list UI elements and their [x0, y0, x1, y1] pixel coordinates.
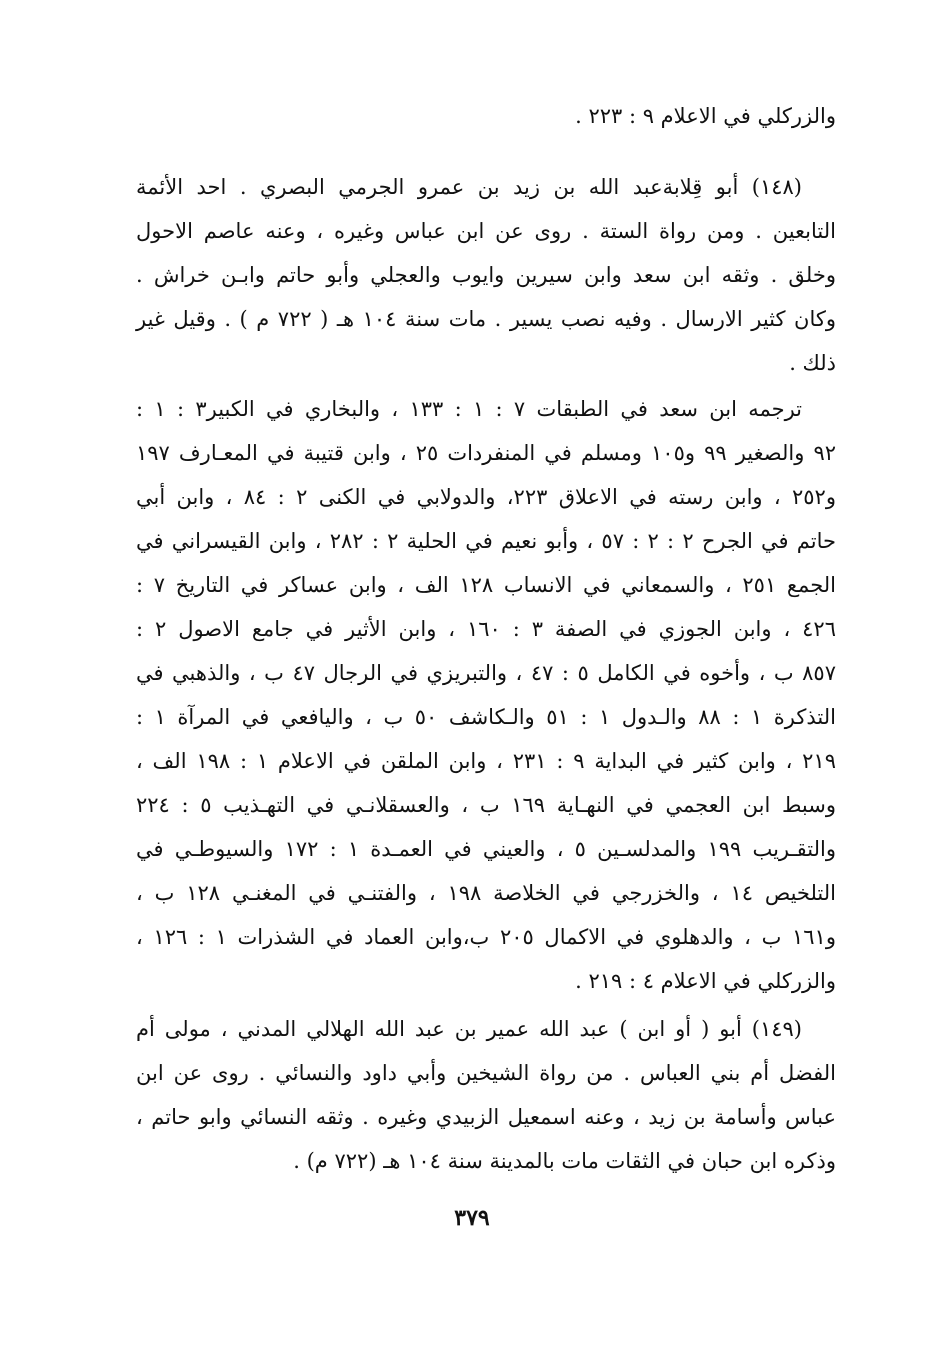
- text-line: ٢١٩ ، وابن كثير في البداية ٩ : ٢٣١ ، وابن الملقن في الاعلام ١ : ١٩٨ الف ،: [136, 749, 836, 773]
- text-line: ترجمه ابن سعد في الطبقات ٧ : ١ : ١٣٣ ، والبخاري في الكبير٣ : ١ :: [136, 397, 803, 421]
- text-line: حاتم في الجرح ٢ : ٢ : ٥٧ ، وأبو نعيم في الحلية ٢ : ٢٨٢ ، وابن القيسراني في: [136, 529, 837, 553]
- text-line: وسبط ابن العجمي في النهـاية ١٦٩ ب ، والعسقلانـي في التهـذيب ٥ : ٢٢٤: [136, 793, 836, 817]
- text-line: الجمع ٢٥١ ، والسمعاني في الانساب ١٢٨ الف ، وابن عساكر في التاريخ ٧ :: [136, 573, 836, 597]
- text-line: التابعين . ومن رواة الستة . روى عن ابن عباس وغيره ، وعنه عاصم الاحول: [136, 219, 836, 243]
- text-line: وخلق . وثقه ابن سعد وابن سيرين وايوب والعجلي وأبو حاتم وابـن خراش .: [136, 263, 836, 287]
- entry-148-references-paragraph: [136, 387, 836, 1003]
- text-line: وذكره ابن حبان في الثقات مات بالمدينة سنة ١٠٤ هـ (٧٢٢ م) .: [293, 1149, 836, 1173]
- text-line: التلخيص ١٤ ، والخزرجي في الخلاصة ١٩٨ ، والفتنـي في المغنـي ١٢٨ ب ،: [136, 881, 836, 905]
- page-number: ٣٧٩: [454, 1205, 490, 1231]
- text-line: ٩٢ والصغير ٩٩ و١٠٥ ومسلم في المنفردات ٢٥ ، وابن قتيبة في المعـارف ١٩٧: [136, 441, 836, 465]
- text-line: (١٤٨) أبو قِلابةعبد الله بن زيد بن عمرو الجرمي البصري . احد الأئمة: [136, 175, 802, 199]
- text-line: (١٤٩) أبو ( أو ابن ) عبد الله عمير بن عبد الله الهلالي المدني ، مولى أم: [136, 1017, 802, 1041]
- text-line: وكان كثير الارسال . وفيه نصب يسير . مات سنة ١٠٤ هـ ( ٧٢٢ م ) . وقيل غير: [136, 307, 836, 331]
- text-line: ٤٢٦ ، وابن الجوزي في الصفة ٣ : ١٦٠ ، وابن الأثير في جامع الاصول ٢ :: [136, 617, 836, 641]
- text-line: ٨٥٧ ب ، وأخوه في الكامل ٥ : ٤٧ ، والتبريزي في الرجال ٤٧ ب ، والذهبي في: [136, 661, 836, 685]
- text-line: ذلك .: [789, 351, 836, 375]
- text-line: الفضل أم بني العباس . من رواة الشيخين وأبي داود والنسائي . روى عن ابن: [136, 1061, 836, 1085]
- text-line: التذكرة ١ : ٨٨ والـدول ١ : ٥١ والـكاشف ٥٠ ب ، واليافعي في المرآة ١ :: [136, 705, 836, 729]
- text-line: والتقـريب ١٩٩ والمدلسـين ٥ ، والعيني في العمـدة ١ : ١٧٢ والسيوطـي في: [136, 837, 837, 861]
- text-line: و٢٥٢ ، وابن رسته في الاعلاق ٢٢٣، والدولابي في الكنى ٢ : ٨٤ ، وابن أبي: [136, 485, 836, 509]
- entry-149-paragraph: [136, 1007, 836, 1183]
- text-line: عباس وأسامة بن زيد ، وعنه اسمعيل الزبيدي وغيره . وثقه النسائي وابو حاتم ،: [136, 1105, 836, 1129]
- text-line: والزركلي في الاعلام ٩ : ٢٢٣ .: [575, 104, 836, 128]
- text-line: و١٦١ ب ، والدهلوي في الاكمال ٢٠٥ ب،وابن العماد في الشذرات ١ : ١٢٦ ،: [136, 925, 836, 949]
- continuation-paragraph: [136, 94, 836, 138]
- text-line: والزركلي في الاعلام ٤ : ٢١٩ .: [575, 969, 836, 993]
- entry-148-paragraph: [136, 165, 836, 385]
